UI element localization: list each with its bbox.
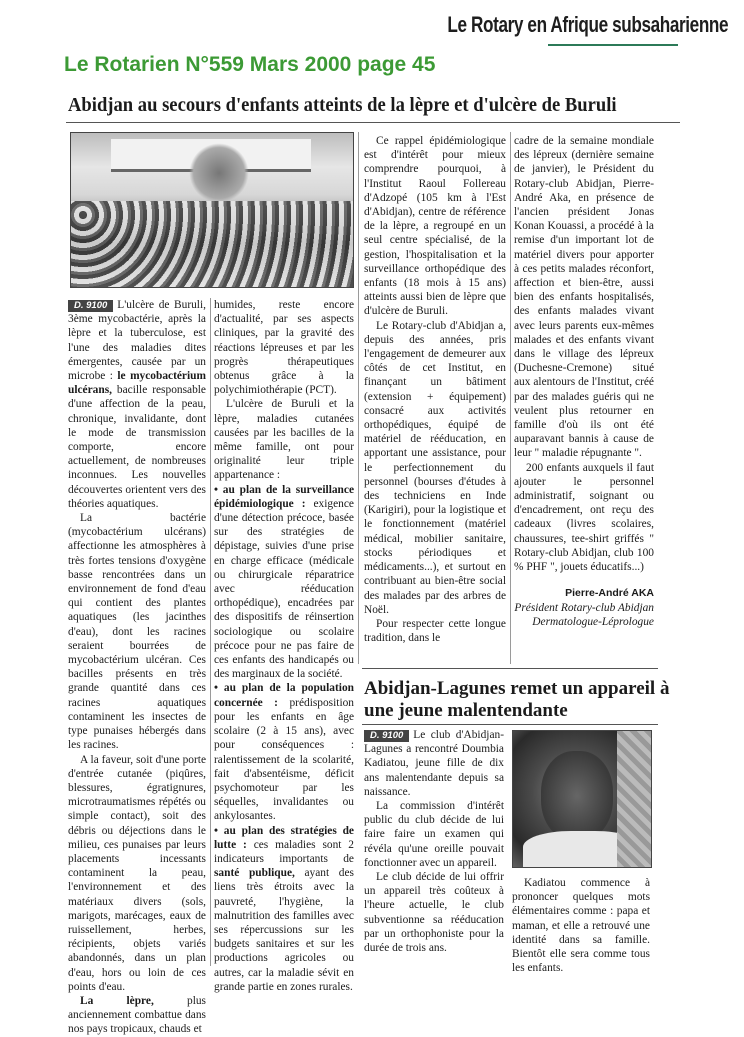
photo-cloth [617,731,651,867]
col3-paragraph-3: Pour respecter cette longue tradition, dans le [364,617,506,645]
district-tag-2: D. 9100 [364,730,409,742]
article2-title-rule [362,724,658,725]
section-title: Le Rotary en Afrique subsaharienne [447,12,729,37]
col2-bullet3-bold2: santé publique, [214,867,295,880]
col3-paragraph-1: Ce rappel épidémiologique est d'intérêt pour mieux comprendre pourquoi, à l'Institut Raoul Follereau d'Adzopé (105 km à l'Est d'Abidjan), centre de référence de la lèpre, a regroupé en un seul centre spécialisé, de la gestion, l'hospitalisation et la surveillance orthopédique des enfants (18 mois à 15 ans) atteints aussi bien de lèpre que d'ulcère de Buruli. [364,135,506,318]
col1-p1-end: bacille responsable d'une affection de la peau, chronique, invalidante, dont le mode de transmission comporte, encore actuellement, de nombreuses inconnues. Les nouvelles découvertes orientent vers des théories aquatiques. [68,384,206,510]
photo-crowd [71,201,353,287]
a2-paragraph-2: La commission d'intérêt public du club décide de lui faire faire un examen qui révéla qu'une oreille pouvait fonctionner avec un appareil. [364,800,504,869]
a2-col2-paragraph: Kadiatou commence à prononcer quelques mots élémentaires comme : papa et maman, et elle a retrouvé une identité dans sa famille. Bientôt elle sera comme tous les enfants. [512,877,650,975]
article1-column-2 [214,298,354,994]
col2-bullet2-text: prédisposition pour les enfants en âge scolaire (2 à 15 ans), avec pour conséquences : ralentissement de la scolarité, fait d'absentéisme, déficit psychomoteur par les séquelles, invalidantes ou ankylosantes. [214,696,354,823]
col2-bullet2-bold: • au plan de la population concernée : [214,682,354,709]
article1-column-3 [364,134,506,645]
col2-bullet3-text: ayant des liens très étroits avec la pauvreté, l'hygiène, la malnutrition des familles avec ses répercussions sur les budgets sanitaires et sur les productions agricoles ou autres, car la maladie sévit en grande partie en zones rurales. [214,867,354,993]
a2-paragraph-1: Le club d'Abidjan-Lagunes a rencontré Doumbia Kadiatou, jeune fille de dix ans malentendante depuis sa naissance. [364,729,504,798]
col2-bullet1-text: exigence d'une détection précoce, basée sur des stratégies de dépistage, suivies d'une prise en charge efficace (médicale ou chirurgicale réparatrice avec rééducation orthopédique), encadrées par des dispositifs de réinsertion sociologique ou scolaire précoce pour ne pas faire de ces enfants des handicapés ou des marginaux de la société. [214,497,354,681]
article-separator [362,668,658,669]
col4-paragraph-2: 200 enfants auxquels il faut ajouter le personnel administratif, soignant ou d'encadrement, ont reçu des cadeaux (livres scolaires, chaussures, tee-shirt griffés " Rotary-club Abidjan, club 100 % PHF ", jouets éducatifs...) [514,461,654,574]
title-rule [66,122,680,123]
col4-paragraph-1: cadre de la semaine mondiale des lépreux (dernière semaine de janvier), le Président du Rotary-club Abidjan, Pierre-André Aka, en présence de l'ancien président Jonas Konan Kouassi, a procédé à la remise d'un important lot de matériel divers pour apporter à ces petits malades réconfort, affection et bien-être, aussi bien des enfants hospitalisés, des enfants malades vivant avec leurs parents eux-mêmes malades et des enfants vivant dans le village des lépreux (Duchesne-Cremone) situé aux alentours de l'Institut, créé par des malades guéris qui ne veulent plus retourner en famille d'où ils ont été auparavant bannis à cause de leur " maladie répugnante ". [514,135,654,460]
col1-p4-text: plus anciennement combattue dans nos pays tropicaux, chauds et [68,994,206,1036]
article-title: Abidjan au secours d'enfants atteints de la lèpre et d'ulcère de Buruli [68,94,617,116]
article2-column-2 [512,876,650,975]
col1-paragraph-3: A la faveur, soit d'une porte d'entrée cutanée (piqûres, blessures, égratignures, microtraumatismes répétés ou simple contact), soit des débris ou déjections dans le milieu, ces punaises par leurs placements incessants contaminent la peau, l'environnement et des matériaux divers (sols, marigots, marécages, eaux de ruissellement, herbes, récipients, objets variés abandonnés, dans un plan d'eau, hors ou loin de ces points d'eau. [68,753,206,993]
col1-p1-text: L'ulcère de Buruli, 3ème mycobactérie, après la lèpre et la tuberculose, est l'une des maladies dites émergentes, causée par un microbe : [68,299,206,383]
author-name: Pierre-André AKA [565,587,654,600]
district-tag: D. 9100 [68,300,113,312]
photo-tree [189,143,249,203]
col2-paragraph-2: L'ulcère de Buruli et la lèpre, maladies cutanées causées par les bacilles de la même famille, ont pour originalité leur triple appartenance : [214,398,354,482]
column-divider [358,132,359,664]
col1-p4-bold: La lèpre, [80,994,154,1007]
edition-line: Le Rotarien N°559 Mars 2000 page 45 [64,53,436,76]
col2-bullet3-bold: • au plan des stratégies de lutte : [214,824,354,851]
column-divider [210,298,211,966]
girl-portrait-photo [512,730,652,868]
col2-bullet3-mid: ces maladies sont 2 indicateurs importants de [214,838,354,865]
col1-p1-bold: le mycobactérium ulcérans, [68,370,206,397]
author-title: Président Rotary-club Abidjan [514,601,654,614]
section-underline [548,44,678,46]
group-photo [70,132,354,288]
col3-paragraph-2: Le Rotary-club d'Abidjan a, depuis des années, pris l'engagement de demeurer aux côtés de cet Institut, en finançant un bâtiment (extension + équipement) consacré aux activités orthopédiques, équipé de matériel de rééducation, en apportant une assistance, pour le perfectionnement du personnel (bourses d'études à des techniciens en Inde (Karigiri), pour la logistique et le fonctionnement (matériel médical, mobilier sanitaire, stocks périodiques et médicaments...), et surtout en contribuant au bien-être social des malades par des arbres de Noël. [364,319,506,616]
photo-face [541,751,613,841]
article1-column-4 [514,134,654,629]
col2-bullet1-bold: • au plan de la surveillance épidémiologique : [214,483,354,510]
a2-paragraph-3: Le club décide de lui offrir un appareil très coûteux à l'heure actuelle, le club subventionne sa rééducation par un orthophoniste pour la durée de trois ans. [364,871,504,955]
article2-title: Abidjan-Lagunes remet un appareil à une jeune malentendante [364,678,670,721]
article1-column-1 [68,298,206,1037]
article2-column-1 [364,728,504,955]
col2-paragraph-1: humides, reste encore d'actualité, par ses aspects cliniques, par la gravité des réactions lépreuses et par les progrès thérapeutiques obtenus grâce à la polychimiothérapie (PCT). [214,299,354,397]
col1-paragraph-2: La bactérie (mycobactérium ulcérans) affectionne les atmosphères à très fortes tensions d'oxygène basse rencontrées dans un environnement de fond d'eau qui contient des plantes aquatiques (les jacinthes d'eau), dont les racines seraient bourrées de mycobactérium ulcéran. Ces bacilles présents en très grande quantité dans ces racines aquatiques contaminent les insectes de type punaises hébergés dans les racines. [68,512,206,752]
author-specialty: Dermatologue-Léprologue [532,615,654,628]
column-divider [510,132,511,664]
